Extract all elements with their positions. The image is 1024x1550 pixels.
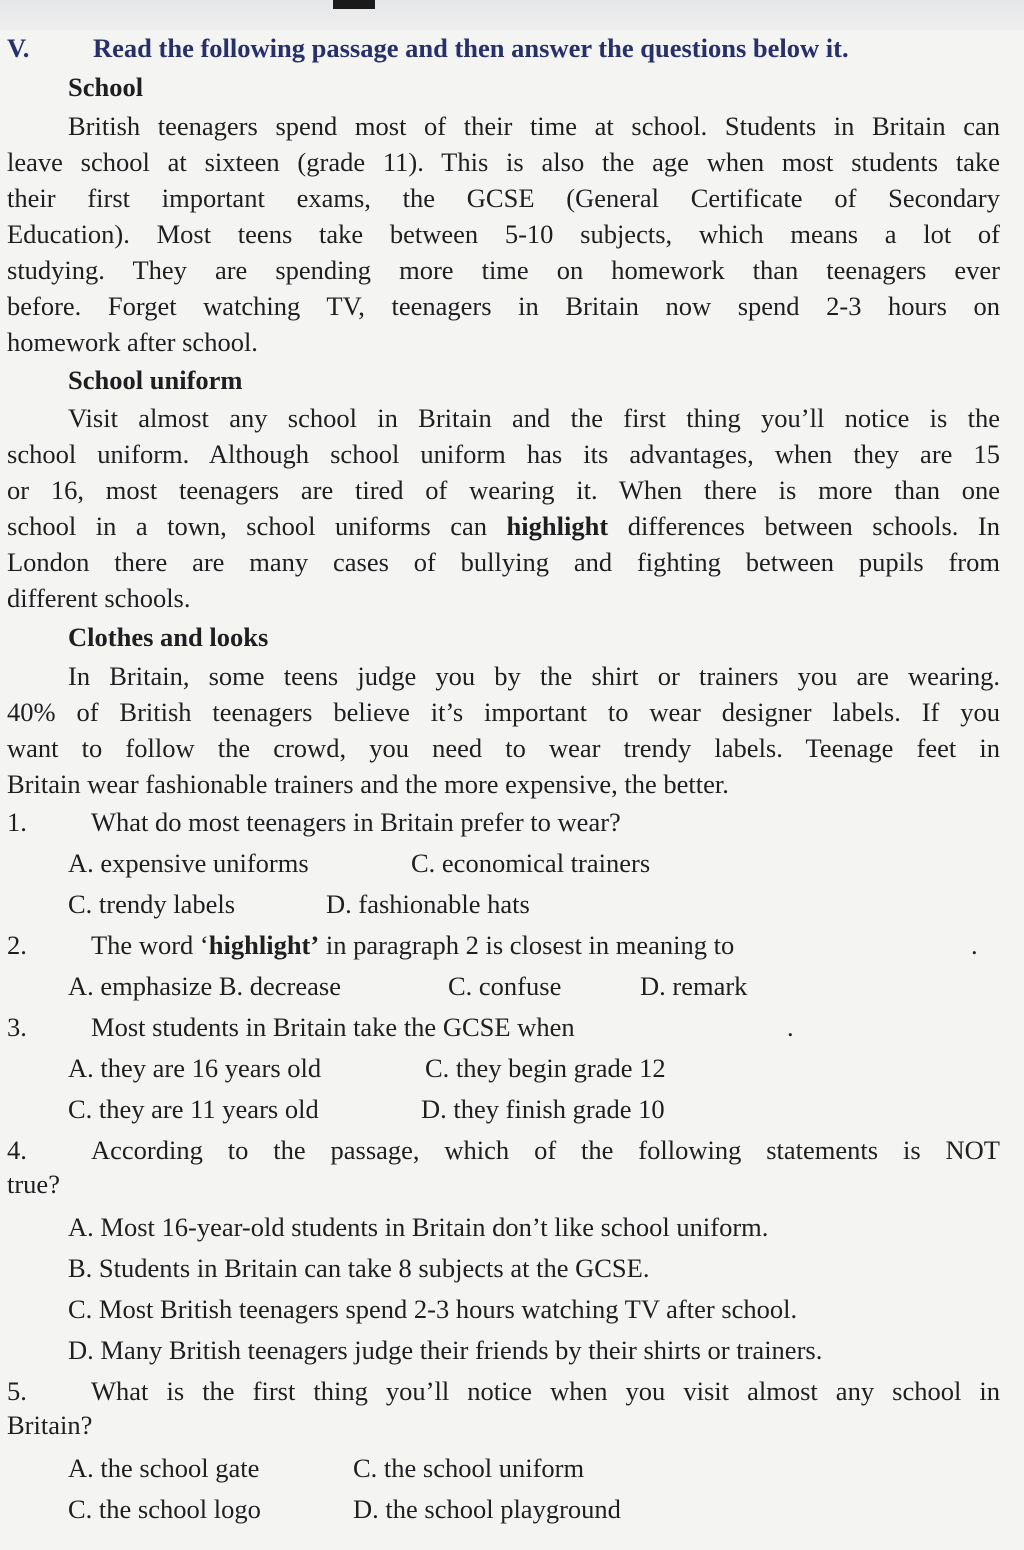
uniform-line-1: Visit almost any school in Britain and the first thing you’ll notice is the xyxy=(68,403,1000,433)
q5-option-c2[interactable]: C. the school logo xyxy=(68,1494,261,1524)
q1-options-row-2 xyxy=(7,884,1000,925)
q4-text: According to the passage, which of the following statements is NOT xyxy=(91,1135,1000,1165)
q2-text-bold: highlight’ xyxy=(208,930,320,960)
heading-uniform: School uniform xyxy=(68,365,243,395)
q2-text xyxy=(91,925,734,966)
q2-blank-dot: . xyxy=(971,930,978,960)
q1-option-d[interactable]: D. fashionable hats xyxy=(326,889,530,919)
clothes-line-1: In Britain, some teens judge you by the shirt or trainers you are wearing. xyxy=(68,661,1000,691)
q5-option-d[interactable]: D. the school playground xyxy=(353,1494,621,1524)
q1-options-row-1 xyxy=(7,843,1000,884)
heading-school: School xyxy=(68,72,144,102)
uniform-line-2: school uniform. Although school uniform has its advantages, when they are 15 xyxy=(7,439,1000,469)
school-line-7: homework after school. xyxy=(7,327,258,357)
q5-number: 5. xyxy=(7,1376,27,1406)
clothes-line-3: want to follow the crowd, you need to wear trendy labels. Teenage feet in xyxy=(7,733,1000,763)
q2-text-start: The word ‘ xyxy=(91,930,209,960)
school-line-5: studying. They are spending more time on homework than teenagers ever xyxy=(7,255,1000,285)
q1-option-c1[interactable]: C. economical trainers xyxy=(411,848,651,878)
q1-option-c2[interactable]: C. trendy labels xyxy=(68,889,236,919)
question-5 xyxy=(7,1371,1000,1407)
clothes-line-2: 40% of British teenagers believe it’s important to wear designer labels. If you xyxy=(7,697,1000,727)
uniform-line-4-end: differences between schools. In xyxy=(608,511,1000,541)
uniform-line-3: or 16, most teenagers are tired of wearing it. When there is more than one xyxy=(7,475,1000,505)
heading-clothes: Clothes and looks xyxy=(68,622,269,652)
uniform-line-5: London there are many cases of bullying and fighting between pupils from xyxy=(7,547,1000,577)
q1-text: What do most teenagers in Britain prefer to wear? xyxy=(91,807,621,837)
q3-text: Most students in Britain take the GCSE when xyxy=(91,1012,575,1042)
uniform-line-6: different schools. xyxy=(7,583,191,613)
q3-blank-dot: . xyxy=(787,1012,794,1042)
q3-option-d[interactable]: D. they finish grade 10 xyxy=(421,1094,665,1124)
question-4 xyxy=(7,1130,1000,1166)
top-mark xyxy=(333,0,375,9)
q1-option-a[interactable]: A. expensive uniforms xyxy=(68,848,309,878)
top-bar xyxy=(0,0,1024,30)
school-line-6: before. Forget watching TV, teenagers in Britain now spend 2-3 hours on xyxy=(7,291,1000,321)
q4-number: 4. xyxy=(7,1135,27,1165)
q5-option-a[interactable]: A. the school gate xyxy=(68,1453,260,1483)
q5-text: What is the first thing you’ll notice when you visit almost any school in xyxy=(91,1376,1000,1406)
uniform-line-4 xyxy=(7,508,1000,544)
q5-text-cont: Britain? xyxy=(7,1410,93,1440)
q4-option-a[interactable]: A. Most 16-year-old students in Britain don’t like school uniform. xyxy=(68,1212,769,1242)
section-header xyxy=(7,30,1000,66)
uniform-line-4-start: school in a town, school uniforms can xyxy=(7,511,507,541)
q4-option-c[interactable]: C. Most British teenagers spend 2-3 hours watching TV after school. xyxy=(68,1294,798,1324)
highlight-word: highlight xyxy=(506,511,609,541)
q2-text-end: in paragraph 2 is closest in meaning to xyxy=(319,930,735,960)
worksheet xyxy=(7,30,1000,1530)
q5-option-c1[interactable]: C. the school uniform xyxy=(353,1453,585,1483)
q3-options-row-2 xyxy=(7,1089,1000,1130)
q4-option-d[interactable]: D. Many British teenagers judge their friends by their shirts or trainers. xyxy=(68,1335,823,1365)
q4-option-b[interactable]: B. Students in Britain can take 8 subjects at the GCSE. xyxy=(68,1253,650,1283)
q2-number: 2. xyxy=(7,930,27,960)
school-line-3: their first important exams, the GCSE (General Certificate of Secondary xyxy=(7,183,1000,213)
section-instruction: Read the following passage and then answer the questions below it. xyxy=(93,33,849,63)
q2-option-c[interactable]: C. confuse xyxy=(448,971,562,1001)
question-2 xyxy=(7,925,1000,966)
q2-option-d[interactable]: D. remark xyxy=(640,971,748,1001)
q3-option-c2[interactable]: C. they are 11 years old xyxy=(68,1094,319,1124)
q5-options-row-2 xyxy=(7,1489,1000,1530)
q3-option-c1[interactable]: C. they begin grade 12 xyxy=(425,1053,666,1083)
section-number: V. xyxy=(7,33,30,63)
q1-number: 1. xyxy=(7,807,27,837)
q2-option-ab[interactable]: A. emphasize B. decrease xyxy=(68,971,341,1001)
question-3 xyxy=(7,1007,1000,1048)
q4-text-cont: true? xyxy=(7,1169,60,1199)
q3-options-row-1 xyxy=(7,1048,1000,1089)
question-1 xyxy=(7,802,1000,843)
q3-option-a[interactable]: A. they are 16 years old xyxy=(68,1053,322,1083)
clothes-line-4: Britain wear fashionable trainers and the more expensive, the better. xyxy=(7,769,729,799)
q3-number: 3. xyxy=(7,1012,27,1042)
school-line-1: British teenagers spend most of their time at school. Students in Britain can xyxy=(68,111,1000,141)
q2-options-row xyxy=(7,966,1000,1007)
school-line-2: leave school at sixteen (grade 11). This is also the age when most students take xyxy=(7,147,1000,177)
q5-options-row-1 xyxy=(7,1448,1000,1489)
school-line-4: Education). Most teens take between 5-10 subjects, which means a lot of xyxy=(7,219,1000,249)
